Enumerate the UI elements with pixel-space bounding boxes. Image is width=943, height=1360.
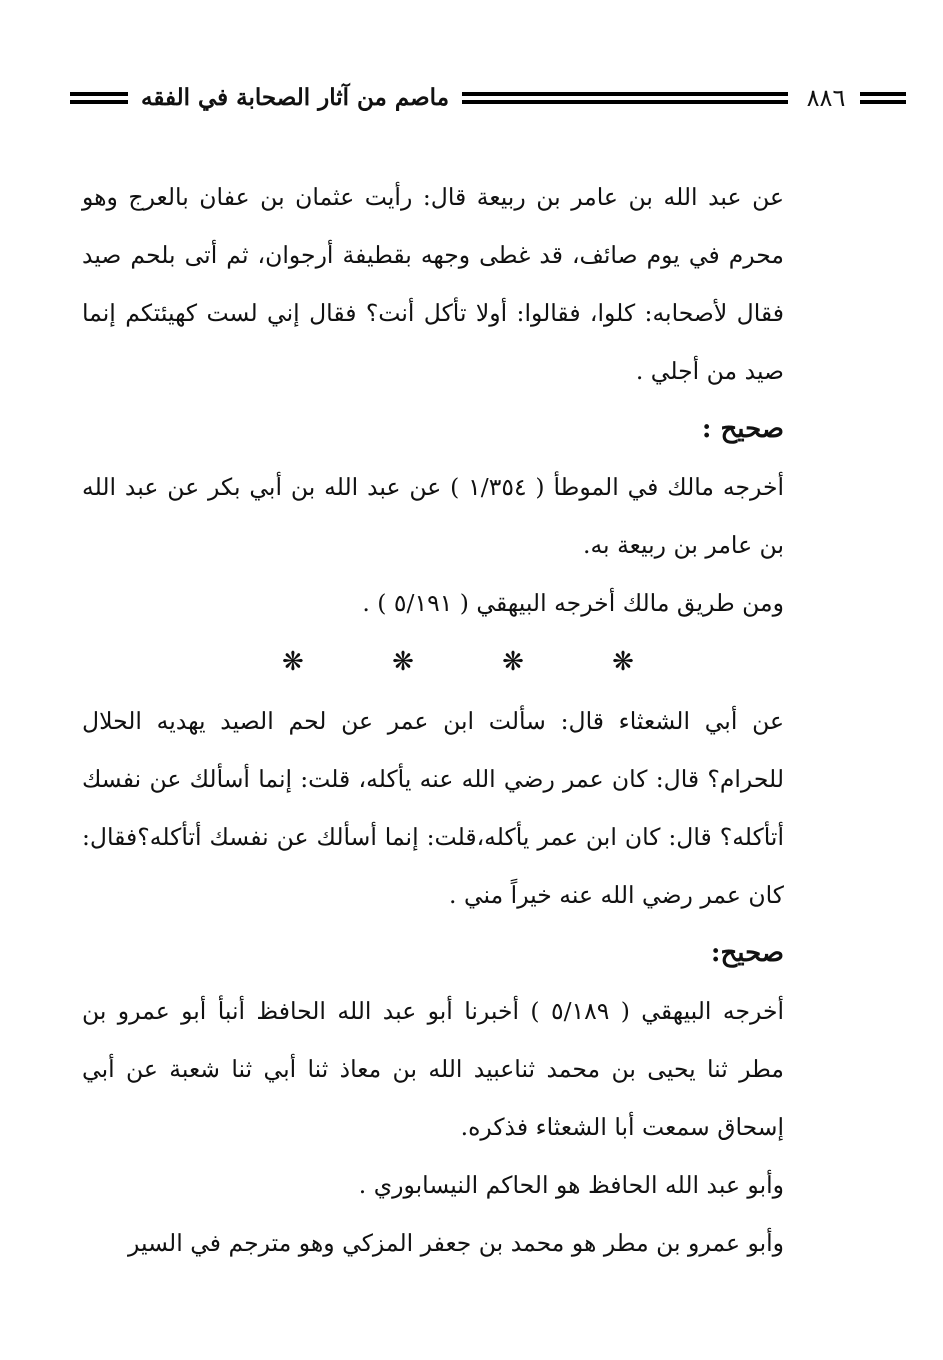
page-body: [82, 168, 834, 1272]
section-separator: ❋ ❋ ❋ ❋: [282, 647, 674, 677]
header-rule-right: [860, 92, 906, 108]
grade-heading: صحيح:: [710, 938, 784, 968]
narrator-note: وأبو عمرو بن مطر هو محمد بن جعفر المزكي وهو مترجم في السير: [128, 1229, 784, 1257]
header-rule-middle: [462, 92, 788, 108]
additional-takhrij: ومن طريق مالك أخرجه البيهقي ( ٥/١٩١ ) .: [362, 589, 784, 617]
book-title: ماصم من آثار الصحابة في الفقه: [140, 84, 450, 111]
takhrij-text: أخرجه مالك في الموطأ ( ١/٣٥٤ ) عن عبد الله بن أبي بكر عن عبد الله بن عامر بن ربيعة به.: [82, 473, 784, 559]
narrator-note: وأبو عبد الله الحافظ هو الحاكم النيسابوري .: [358, 1171, 784, 1199]
takhrij-text: أخرجه البيهقي ( ٥/١٨٩ ) أخبرنا أبو عبد الله الحافظ أنبأ أبو عمرو بن مطر ثنا يحيى بن محمد ثناعبيد الله بن معاذ ثنا أبي ثنا شعبة عن أبي إسحاق سمعت أبا الشعثاء فذكره.: [82, 997, 784, 1141]
page-header: [70, 78, 846, 122]
grade-heading: صحيح :: [701, 414, 784, 444]
athar-text: عن عبد الله بن عامر بن ربيعة قال: رأيت عثمان بن عفان بالعرج وهو محرم في يوم صائف، قد غطى وجهه بقطيفة أرجوان، ثم أتى بلحم صيد فقال لأصحابه: كلوا، فقالوا: أولا تأكل أنت؟ فقال إني لست كهيئتكم إنما صيد من أجلي .: [82, 183, 784, 385]
page-number: ٨٨٦: [806, 84, 846, 112]
header-rule-left: [70, 92, 128, 108]
athar-text: عن أبي الشعثاء قال: سألت ابن عمر عن لحم الصيد يهديه الحلال للحرام؟ قال: كان عمر رضي الله عنه يأكله، قلت: إنما أسألك عن نفسك أتأكله؟ قال: كان ابن عمر يأكله،قلت: إنما أسألك عن نفسك أتأكله؟فقال: كان عمر رضي الله عنه خيراً مني .: [82, 707, 784, 909]
